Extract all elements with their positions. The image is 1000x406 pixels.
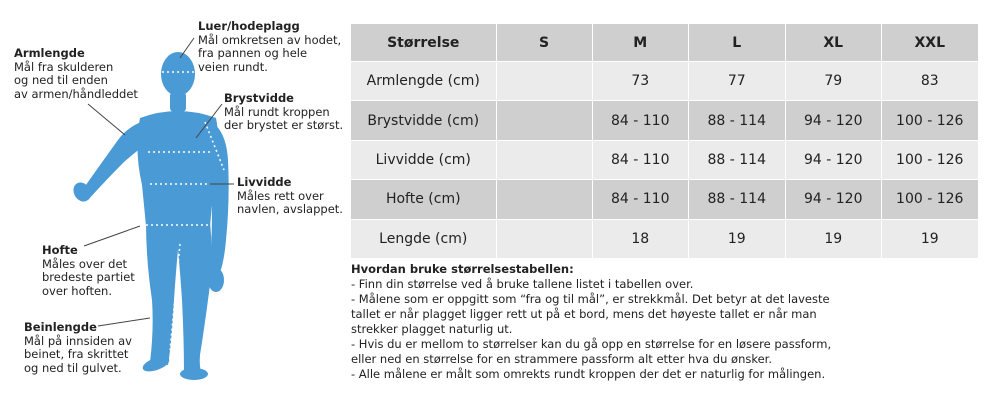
annotation-desc: Mål fra skulderen og ned til enden av armen/håndleddet — [14, 59, 138, 101]
table-cell: 19 — [785, 219, 882, 258]
table-cell: 83 — [882, 62, 979, 101]
table-row — [351, 219, 978, 258]
annotation-title: Hofte — [42, 243, 78, 257]
annotation-desc: Måles over det bredeste partiet over hoften. — [42, 256, 135, 298]
table-cell — [496, 62, 592, 101]
table-cell: 100 - 126 — [882, 101, 979, 140]
annotation-title: Luer/hodeplagg — [198, 19, 300, 33]
annotation-desc: Mål på innsiden av beinet, fra skrittet og ned til gulvet. — [24, 333, 132, 375]
row-label: Hofte (cm) — [351, 180, 496, 219]
table-row — [351, 180, 978, 219]
table-cell: 77 — [689, 62, 786, 101]
table-cell: 88 - 114 — [689, 140, 786, 179]
annotation-title: Livvidde — [237, 175, 292, 189]
table-cell: 100 - 126 — [882, 180, 979, 219]
howto-section — [351, 262, 991, 382]
column-header: XL — [785, 24, 882, 62]
table-header-row — [351, 24, 978, 62]
table-cell: 88 - 114 — [689, 101, 786, 140]
column-header: Størrelse — [351, 24, 496, 62]
row-label: Livvidde (cm) — [351, 140, 496, 179]
annotation-brystvidde — [224, 92, 343, 133]
table-cell: 79 — [785, 62, 882, 101]
row-label: Brystvidde (cm) — [351, 101, 496, 140]
annotation-livvidde — [237, 176, 343, 217]
column-header: XXL — [882, 24, 979, 62]
list-item: - Alle målene er målt som omrekts rundt kroppen der det er naturlig for målingen. — [351, 367, 826, 381]
annotation-desc: Mål omkretsen av hodet, fra pannen og hele veien rundt. — [198, 32, 342, 74]
annotation-title: Beinlengde — [24, 320, 97, 334]
annotation-title: Brystvidde — [224, 91, 294, 105]
annotation-title: Armlengde — [14, 46, 85, 60]
table-cell: 84 - 110 — [592, 101, 689, 140]
column-header: M — [592, 24, 689, 62]
list-item: - Målene som er oppgitt som “fra og til mål”, er strekkmål. Det betyr at det laveste tallet er når plagget ligger rett ut på et bord, mens det høyeste tallet er når man strekker plagget naturlig ut. — [351, 292, 830, 336]
annotation-desc: Mål rundt kroppen der brystet er størst. — [224, 104, 344, 132]
table-cell: 84 - 110 — [592, 140, 689, 179]
table-cell: 94 - 120 — [785, 140, 882, 179]
table-cell: 100 - 126 — [882, 140, 979, 179]
list-item: - Finn din størrelse ved å bruke tallene listet i tabellen over. — [351, 277, 694, 291]
table-cell: 73 — [592, 62, 689, 101]
table-cell: 84 - 110 — [592, 180, 689, 219]
table-cell — [496, 219, 592, 258]
annotation-beinlengde — [24, 321, 132, 375]
annotation-luer — [198, 20, 341, 74]
row-label: Armlengde (cm) — [351, 62, 496, 101]
table-cell: 94 - 120 — [785, 180, 882, 219]
row-label: Lengde (cm) — [351, 219, 496, 258]
table-cell: 88 - 114 — [689, 180, 786, 219]
table-cell: 94 - 120 — [785, 101, 882, 140]
annotation-desc: Måles rett over navlen, avslappet. — [237, 188, 343, 216]
table-row — [351, 101, 978, 140]
table-cell: 18 — [592, 219, 689, 258]
column-header: L — [689, 24, 786, 62]
howto-list — [351, 277, 991, 382]
table-cell — [496, 180, 592, 219]
list-item: - Hvis du er mellom to størrelser kan du gå opp en størrelse for en løsere passform, eller ned en størrelse for en strammere passform alt etter hva du ønsker. — [351, 337, 832, 366]
table-row — [351, 140, 978, 179]
table-row — [351, 62, 978, 101]
body-figure-illustration — [0, 0, 350, 406]
table-cell — [496, 101, 592, 140]
table-cell — [496, 140, 592, 179]
annotation-armlengde — [14, 47, 138, 101]
column-header: S — [496, 24, 592, 62]
annotation-hofte — [42, 244, 135, 298]
table-cell: 19 — [689, 219, 786, 258]
table-cell: 19 — [882, 219, 979, 258]
size-table — [351, 24, 979, 259]
howto-title: Hvordan bruke størrelsestabellen: — [351, 262, 574, 276]
